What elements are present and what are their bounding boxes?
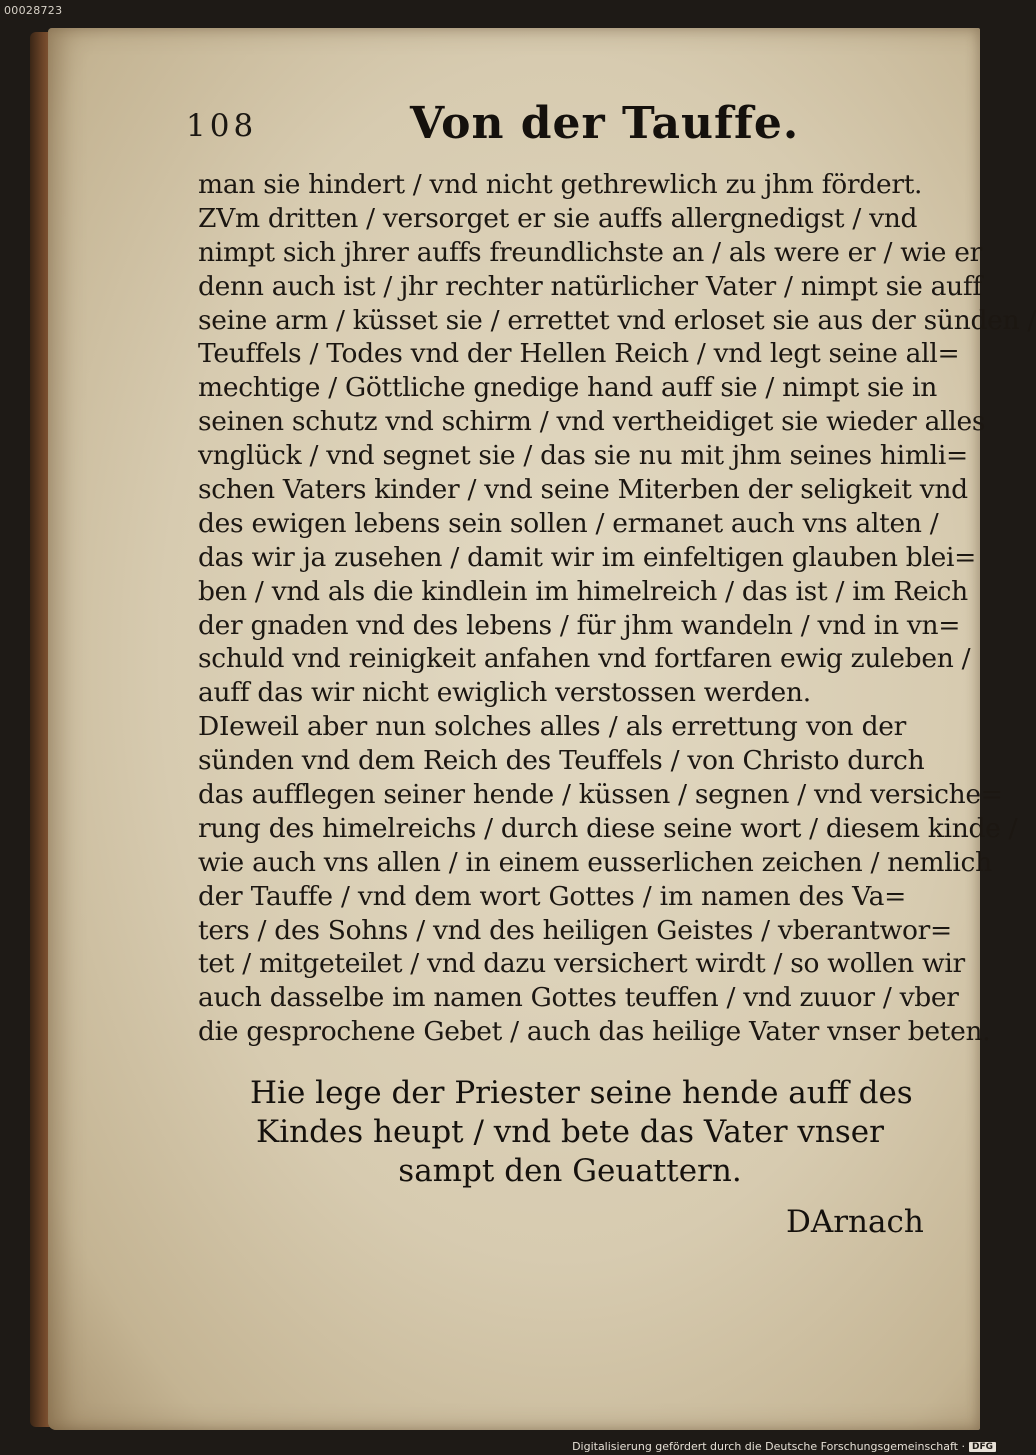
text-line: vnglück / vnd segnet sie / das sie nu mit jhm seines himli= xyxy=(198,440,968,472)
text-line: man sie hindert / vnd nicht gethrewlich zu jhm fördert. xyxy=(198,169,923,200)
rubric-line: sampt den Geuattern. xyxy=(398,1153,742,1189)
page-number: 108 xyxy=(186,108,258,144)
body-text xyxy=(198,168,1036,1049)
text-line: der Tauffe / vnd dem wort Gottes / im namen des Va= xyxy=(198,880,906,912)
text-line: ters / des Sohns / vnd des heiligen Geistes / vberantwor= xyxy=(198,914,952,946)
text-line: wie auch vns allen / in einem eusserlichen zeichen / nemlich xyxy=(198,846,992,878)
text-line: auff das wir nicht ewiglich verstossen werden. xyxy=(198,677,811,709)
dfg-logo: DFG xyxy=(969,1442,996,1452)
text-line: des ewigen lebens sein sollen / ermanet auch vns alten / xyxy=(198,507,939,539)
digitization-credit xyxy=(572,1440,996,1453)
text-line: Teuffels / Todes vnd der Hellen Reich / vnd legt seine all= xyxy=(198,338,960,370)
rubric-line: Kindes heupt / vnd bete das Vater vnser xyxy=(256,1114,884,1150)
credit-text: Digitalisierung gefördert durch die Deutsche Forschungsgemeinschaft · xyxy=(572,1440,965,1453)
text-line: rung des himelreichs / durch diese seine wort / diesem kinde / xyxy=(198,812,1018,844)
scan-id-label: 00028723 xyxy=(4,4,63,17)
text-line: denn auch ist / jhr rechter natürlicher Vater / nimpt sie auff xyxy=(198,270,982,302)
text-line: der gnaden vnd des lebens / für jhm wandeln / vnd in vn= xyxy=(198,609,961,641)
text-line: seine arm / küsset sie / errettet vnd erloset sie aus der sünden / xyxy=(198,304,1036,336)
text-line: mechtige / Göttliche gnedige hand auff sie / nimpt sie in xyxy=(198,372,937,404)
rubric-line: Hie lege der Priester seine hende auff des xyxy=(250,1075,913,1111)
text-line: das aufflegen seiner hende / küssen / segnen / vnd versiche= xyxy=(198,779,1003,811)
text-line: das wir ja zusehen / damit wir im einfeltigen glauben blei= xyxy=(198,541,977,573)
catchword: DArnach xyxy=(786,1204,924,1240)
rubric-instruction xyxy=(250,1074,913,1191)
text-line: schuld vnd reinigkeit anfahen vnd fortfaren ewig zuleben / xyxy=(198,643,971,675)
text-line: ben / vnd als die kindlein im himelreich / das ist / im Reich xyxy=(198,575,968,607)
running-head: Von der Tauffe. xyxy=(410,98,800,149)
text-line: ZVm dritten / versorget er sie auffs allergnedigst / vnd xyxy=(198,202,918,234)
text-line: seinen schutz vnd schirm / vnd vertheidiget sie wieder alles xyxy=(198,406,986,438)
text-line: auch dasselbe im namen Gottes teuffen / vnd zuuor / vber xyxy=(198,982,959,1014)
text-line: nimpt sich jhrer auffs freundlichste an / als were er / wie er xyxy=(198,236,983,268)
text-line: schen Vaters kinder / vnd seine Miterben der seligkeit vnd xyxy=(198,474,968,506)
text-line: tet / mitgeteilet / vnd dazu versichert wirdt / so wollen wir xyxy=(198,948,965,980)
text-line: die gesprochene Gebet / auch das heilige Vater vnser beten. xyxy=(198,1016,991,1048)
text-line: sünden vnd dem Reich des Teuffels / von Christo durch xyxy=(198,745,925,777)
text-line: DIeweil aber nun solches alles / als errettung von der xyxy=(198,711,906,743)
